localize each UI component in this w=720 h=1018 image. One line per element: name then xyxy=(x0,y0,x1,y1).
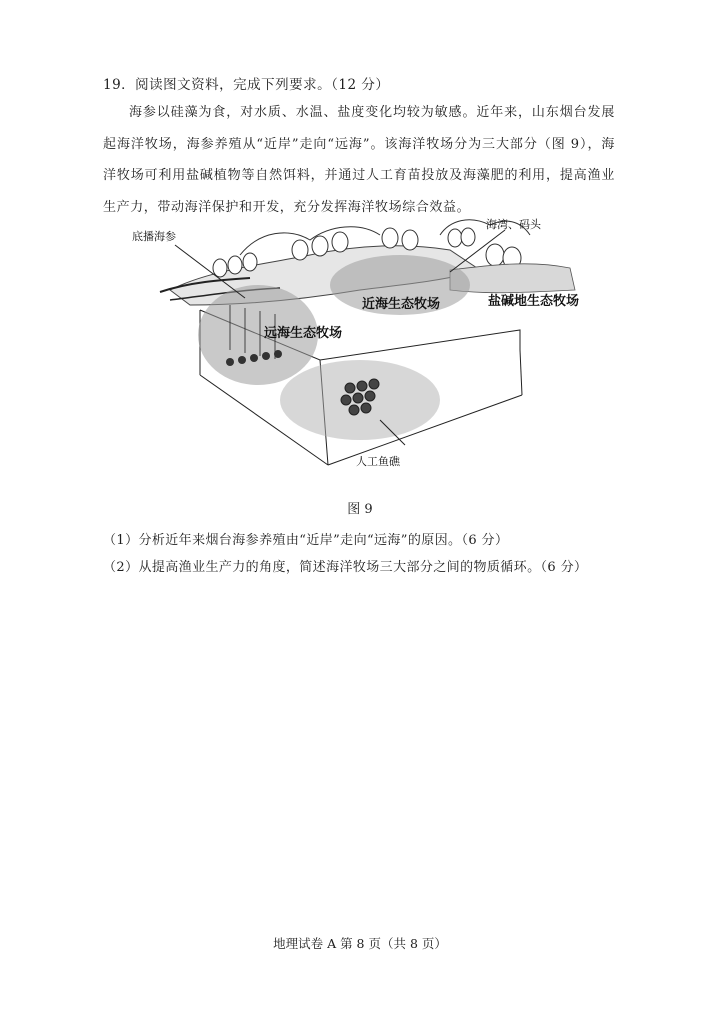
sub-question-1: （1）分析近年来烟台海参养殖由“近岸”走向“远海”的原因。（6 分） xyxy=(103,533,509,548)
ocean-ranch-figure xyxy=(132,210,590,480)
label-seabed-seeding: 底播海参 xyxy=(132,230,176,243)
label-bay-dock: 海湾、码头 xyxy=(486,218,541,231)
sub-question-2: （2）从提高渔业生产力的角度，简述海洋牧场三大部分之间的物质循环。（6 分） xyxy=(103,560,588,575)
question-paragraph xyxy=(103,97,615,223)
label-saline-ranch: 盐碱地生态牧场 xyxy=(488,294,580,309)
label-offshore-ranch: 远海生态牧场 xyxy=(264,326,343,341)
paragraph-text: 海参以硅藻为食，对水质、水温、盐度变化均较为敏感。近年来，山东烟台发展起海洋牧场，海参养殖从“近岸”走向“远海”。该海洋牧场分为三大部分（图 9），海洋牧场可利用盐碱植物等自然饵料，并通过人工育苗投放及海藻肥的利用，提高渔业生产力，带动海洋保护和开发，充分发挥海洋牧场综合效益。 xyxy=(103,105,615,215)
question-header: 19．阅读图文资料，完成下列要求。（12 分） xyxy=(103,77,390,93)
label-nearshore-ranch: 近海生态牧场 xyxy=(362,297,441,312)
page-footer: 地理试卷 A 第 8 页（共 8 页） xyxy=(273,936,447,951)
figure-caption: 图 9 xyxy=(347,502,373,517)
ocean-ranch-illustration xyxy=(150,210,590,480)
label-artificial-reef: 人工鱼礁 xyxy=(356,455,400,468)
